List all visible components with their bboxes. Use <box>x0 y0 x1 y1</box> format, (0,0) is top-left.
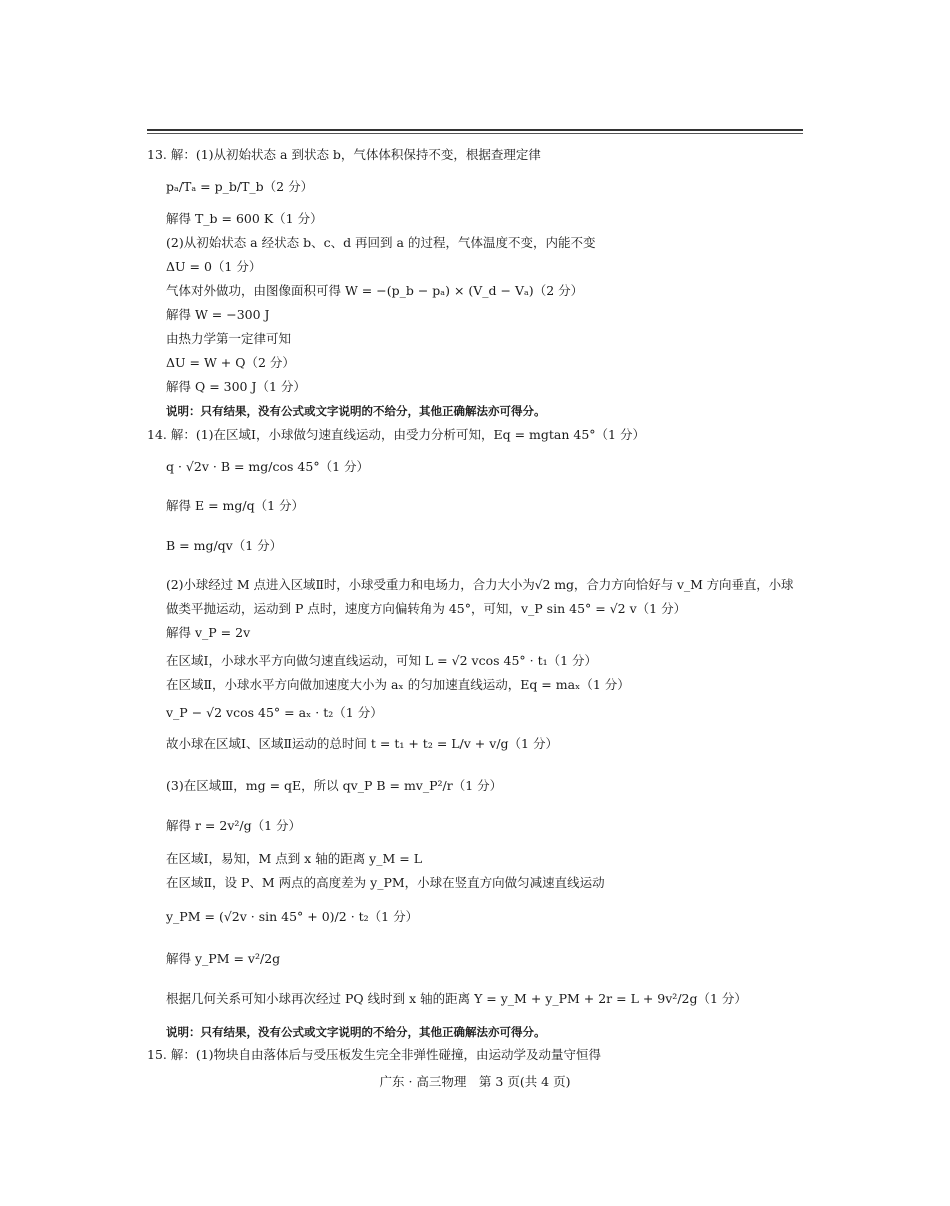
text-line: 在区域Ⅱ，设 P、M 两点的高度差为 y_PM，小球在竖直方向做匀减速直线运动 <box>166 875 605 890</box>
header-rule-thick <box>147 129 803 131</box>
text-line: 在区域Ⅱ，小球水平方向做加速度大小为 aₓ 的匀加速直线运动，Eq = maₓ（1 分） <box>166 677 630 692</box>
text-line: 解得 Q = 300 J（1 分） <box>166 379 306 394</box>
text-line: (3)在区域Ⅲ，mg = qE，所以 qv_P B = mv_P²/r（1 分） <box>166 778 503 793</box>
text-line: ΔU = W + Q（2 分） <box>166 355 295 370</box>
text-line: 故小球在区域Ⅰ、区域Ⅱ运动的总时间 t = t₁ + t₂ = L/v + v/g（1 分） <box>166 736 558 751</box>
problem-13-heading: 13. 解：(1)从初始状态 a 到状态 b，气体体积保持不变，根据查理定律 <box>147 147 541 162</box>
text-line: (2)从初始状态 a 经状态 b、c、d 再回到 a 的过程，气体温度不变，内能不变 <box>166 235 596 250</box>
text-line: 做类平抛运动，运动到 P 点时，速度方向偏转角为 45°，可知，v_P sin 45° = √2 v（1 分） <box>166 601 687 616</box>
text-line: 在区域Ⅰ，易知，M 点到 x 轴的距离 y_M = L <box>166 851 423 866</box>
text-line: 解得 v_P = 2v <box>166 625 251 640</box>
text-line: 在区域Ⅰ，小球水平方向做匀速直线运动，可知 L = √2 vcos 45° · t₁（1 分） <box>166 653 598 668</box>
text-line: q · √2v · B = mg/cos 45°（1 分） <box>166 459 369 474</box>
text-line: 解得 W = −300 J <box>166 307 270 322</box>
header-rule-thin <box>147 133 803 134</box>
text-line: (2)小球经过 M 点进入区域Ⅱ时，小球受重力和电场力，合力大小为√2 mg，合力方向恰好与 v_M 方向垂直，小球 <box>166 577 794 592</box>
text-line: ΔU = 0（1 分） <box>166 259 262 274</box>
text-line: y_PM = (√2v · sin 45° + 0)/2 · t₂（1 分） <box>166 909 419 924</box>
scoring-note: 说明：只有结果，没有公式或文字说明的不给分，其他正确解法亦可得分。 <box>166 404 546 418</box>
page-footer: 广东 · 高三物理 第 3 页(共 4 页) <box>379 1074 571 1089</box>
text-line: 气体对外做功，由图像面积可得 W = −(p_b − pₐ) × (V_d − Vₐ)（2 分） <box>166 283 584 298</box>
text-line: 解得 r = 2v²/g（1 分） <box>166 818 302 833</box>
text-line: pₐ/Tₐ = p_b/T_b（2 分） <box>166 179 314 194</box>
text-line: B = mg/qv（1 分） <box>166 538 283 553</box>
scoring-note: 说明：只有结果，没有公式或文字说明的不给分，其他正确解法亦可得分。 <box>166 1025 546 1039</box>
text-line: 根据几何关系可知小球再次经过 PQ 线时到 x 轴的距离 Y = y_M + y_PM + 2r = L + 9v²/2g（1 分） <box>166 991 747 1006</box>
text-line: 解得 T_b = 600 K（1 分） <box>166 211 323 226</box>
text-line: v_P − √2 vcos 45° = aₓ · t₂（1 分） <box>166 705 383 720</box>
text-line: 由热力学第一定律可知 <box>166 331 292 346</box>
problem-14-heading: 14. 解：(1)在区域Ⅰ，小球做匀速直线运动，由受力分析可知，Eq = mgtan 45°（1 分） <box>147 427 645 442</box>
text-line: 解得 y_PM = v²/2g <box>166 951 281 966</box>
problem-15-heading: 15. 解：(1)物块自由落体后与受压板发生完全非弹性碰撞，由运动学及动量守恒得 <box>147 1047 602 1062</box>
text-line: 解得 E = mg/q（1 分） <box>166 498 305 513</box>
